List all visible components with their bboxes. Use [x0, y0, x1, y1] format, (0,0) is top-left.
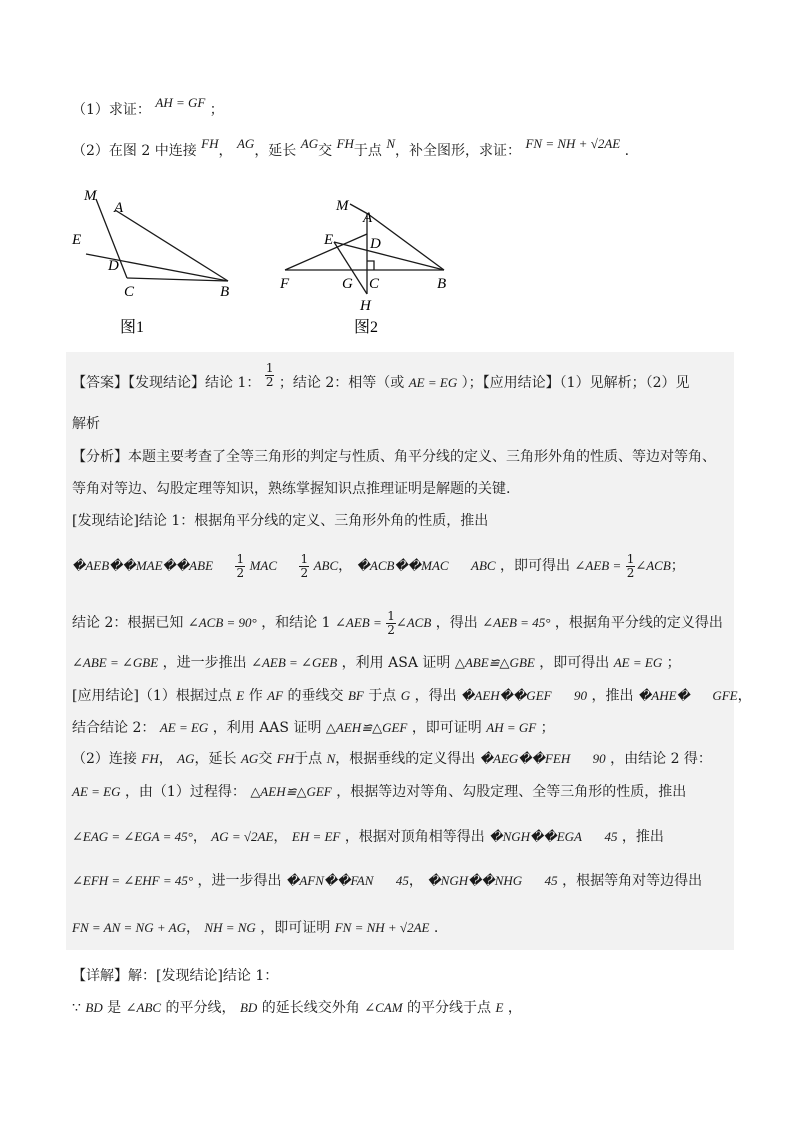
fig2-label-C: C	[369, 276, 380, 292]
fig2-label-E: E	[324, 232, 334, 248]
fig2-label-D: D	[370, 236, 381, 252]
fig1-label-D: D	[108, 258, 119, 274]
analysis-line-12: ∠EFH = ∠EHF = 45° ，进一步得出 �AFN��FAN 45， �NGH��NHG 45 ，根据等角对等边得出	[72, 873, 703, 889]
fig2-label-H: H	[360, 298, 371, 314]
answer-line-1: 【答案】【发现结论】结论 1： $\frac{1}{2}$ ；结论 2：相等（或 AE = EG ）；【应用结论】（1）见解析；（2）见	[72, 361, 690, 392]
analysis-line-10: AE = EG ，由（1）过程得： △AEH≌△GEF ，根据等边对等角、勾股定理、全等三角形的性质，推出	[72, 784, 687, 800]
fig2-label-M: M	[336, 198, 349, 214]
fig1-label-C: C	[124, 284, 135, 300]
analysis-line-3: [发现结论]结论 1：根据角平分线的定义、三角形外角的性质，推出	[72, 513, 489, 529]
question-2: （2）在图 2 中连接 FH， AG，延长 AG交 FH于点 N，补全图形，求证： FN = NH + √2AE .	[72, 136, 630, 159]
analysis-line-8: 结合结论 2： AE = EG ，利用 AAS 证明 △AEH≌△GEF ，即可证明 AH = GF ；	[72, 720, 555, 736]
analysis-line-1: 【分析】本题主要考查了全等三角形的判定与性质、角平分线的定义、三角形外角的性质、等边对等角、	[72, 449, 716, 465]
analysis-line-13: FN = AN = NG + AG， NH = NG ，即可证明 FN = NH + √2AE .	[72, 920, 439, 936]
figure-1	[60, 182, 250, 342]
fig1-label-E: E	[72, 232, 82, 248]
answer-box	[66, 352, 734, 950]
right-angle-mark	[367, 261, 374, 270]
fig2-label-F: F	[280, 276, 290, 292]
detail-line-2: ∵ BD 是 ∠ABC 的平分线， BD 的延长线交外角 ∠CAM 的平分线于点 E ，	[72, 1000, 522, 1016]
fraction-half: $\frac{1}{2}$	[265, 361, 274, 389]
detail-line-1: 【详解】解：[发现结论]结论 1：	[72, 968, 279, 984]
analysis-line-7: [应用结论]（1）根据过点 E 作 AF 的垂线交 BF 于点 G ，得出 �AEH��GEF 90 ，推出 �AHE� GFE，	[72, 688, 752, 704]
analysis-line-4: �AEB��MAE��ABE $\frac{1}{2}$ MAC $\frac{1}{2}$ ABC， �ACB��MAC ABC ，即可得出 ∠AEB = $\frac{1}{2}$ ∠ACB；	[72, 552, 685, 580]
fig1-label-B: B	[220, 284, 230, 300]
question-1: （1）求证： AH = GF ；	[72, 95, 224, 118]
fig2-caption: 图2	[354, 319, 379, 336]
line-EB	[334, 242, 444, 270]
fig1-caption: 图1	[120, 319, 145, 336]
fig2-label-A: A	[363, 210, 373, 226]
fig1-label-A: A	[114, 200, 124, 216]
analysis-line-6: ∠ABE = ∠GBE ，进一步推出 ∠AEB = ∠GEB ，利用 ASA 证明 △ABE≌△GBE ，即可得出 AE = EG ；	[72, 655, 681, 671]
analysis-line-11: ∠EAG = ∠EGA = 45°， AG = √2AE， EH = EF ，根据对顶角相等得出 �NGH��EGA 45 ，推出	[72, 829, 664, 845]
fig2-label-B: B	[437, 276, 447, 292]
fig1-label-M: M	[84, 188, 97, 204]
fig2-label-G: G	[342, 276, 353, 292]
analysis-line-9: （2）连接 FH， AG，延长 AG交 FH于点 N，根据垂线的定义得出 �AEG��FEH 90 ，由结论 2 得：	[72, 751, 712, 767]
analysis-line-5: 结论 2：根据已知 ∠ACB = 90° ，和结论 1 ∠AEB = $\frac{1}{2}$ ∠ACB ，得出 ∠AEB = 45° ，根据角平分线的定义得出	[72, 609, 723, 637]
figure-2	[270, 190, 470, 345]
answer-line-2: 解析	[72, 416, 100, 432]
analysis-line-2: 等角对等边、勾股定理等知识，熟练掌握知识点推理证明是解题的关键.	[72, 481, 511, 497]
